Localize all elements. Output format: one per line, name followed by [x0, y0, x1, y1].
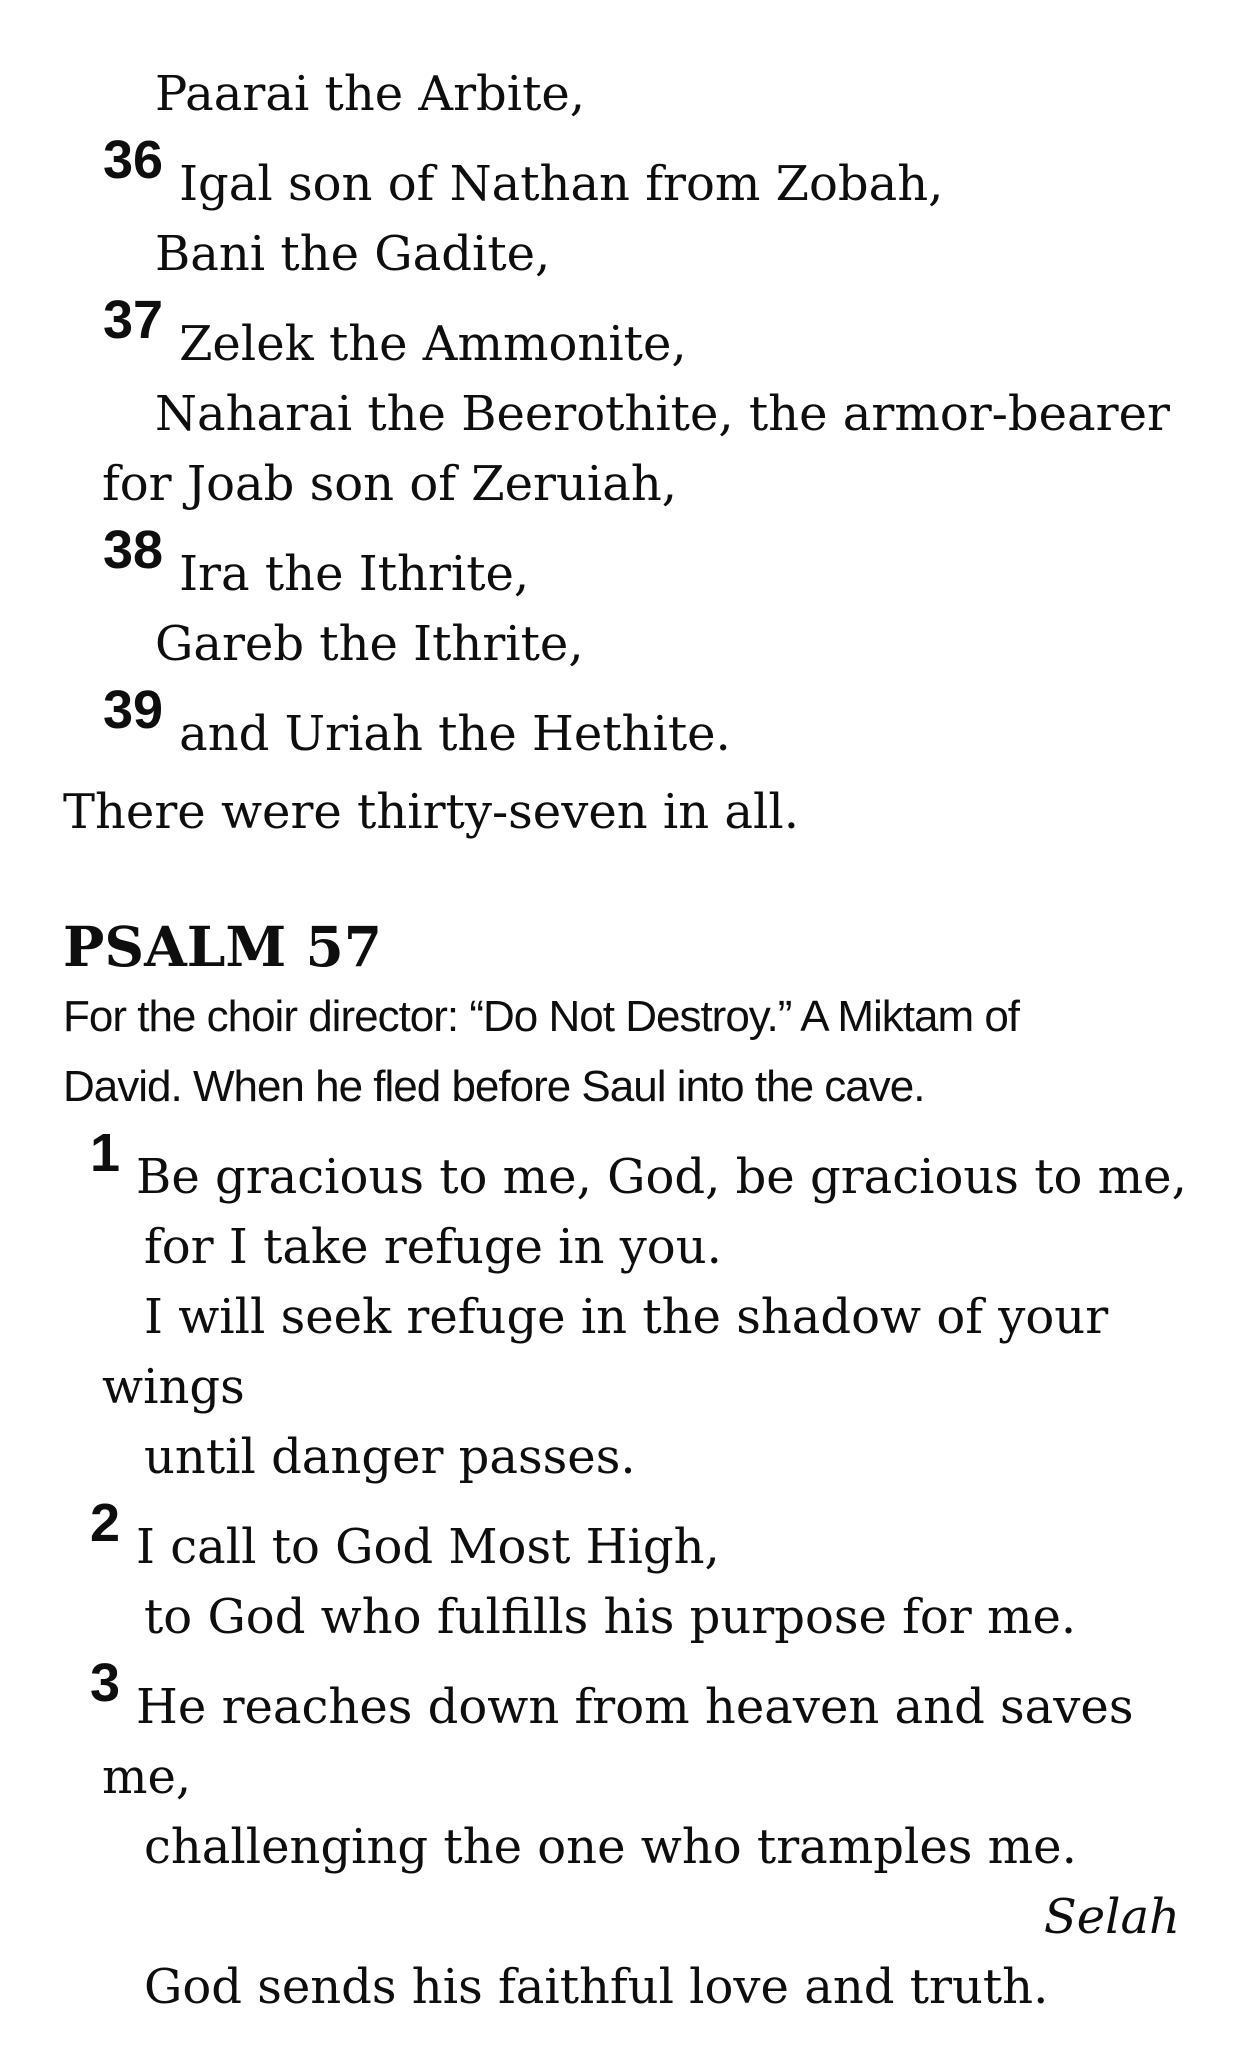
verse-number: 1 — [90, 1123, 121, 1183]
scripture-line — [0, 379, 1242, 449]
scripture-line-text: Naharai the Beerothite, the armor-bearer — [155, 386, 1170, 442]
scripture-line — [0, 219, 1242, 289]
selah-text: Selah — [1043, 1889, 1180, 1945]
scripture-line-text: Zelek the Ammonite, — [179, 316, 687, 372]
scripture-line-text: wings — [102, 1359, 245, 1415]
scripture-line-text: challenging the one who tramples me. — [144, 1819, 1077, 1875]
verse-number: 39 — [103, 680, 164, 740]
scripture-line — [0, 59, 1242, 129]
scripture-line — [0, 1652, 1242, 1742]
scripture-line-text: There were thirty-seven in all. — [63, 784, 800, 840]
verse-number: 36 — [103, 130, 164, 190]
scripture-reader-content — [0, 59, 1242, 2022]
scripture-line-text: Ira the Ithrite, — [179, 546, 530, 602]
scripture-line — [0, 519, 1242, 609]
scripture-line-text: Gareb the Ithrite, — [155, 616, 584, 672]
scripture-line-text: I will seek refuge in the shadow of your — [144, 1289, 1109, 1345]
verse-number: 37 — [103, 290, 164, 350]
scripture-line — [0, 1812, 1242, 1882]
scripture-line-text: for I take refuge in you. — [144, 1219, 722, 1275]
scripture-line-text: and Uriah the Hethite. — [179, 706, 731, 762]
scripture-line-text: He reaches down from heaven and saves — [136, 1679, 1134, 1735]
scripture-line-wrap — [0, 449, 1242, 519]
scripture-line-wrap — [0, 1352, 1242, 1422]
scripture-line-text: I call to God Most High, — [136, 1519, 720, 1575]
scripture-prose-line — [0, 769, 1242, 847]
scripture-line-wrap — [0, 1742, 1242, 1812]
scripture-line-text: Be gracious to me, God, be gracious to me, — [136, 1149, 1187, 1205]
scripture-line — [0, 289, 1242, 379]
verse-number: 2 — [90, 1493, 121, 1553]
scripture-line-text: until danger passes. — [144, 1429, 636, 1485]
selah-label — [0, 1882, 1242, 1952]
scripture-line — [0, 1492, 1242, 1582]
scripture-line-text: Igal son of Nathan from Zobah, — [179, 156, 944, 212]
psalm-heading: PSALM 57 — [63, 914, 382, 979]
scripture-line — [0, 1122, 1242, 1212]
verse-number: 3 — [90, 1653, 121, 1713]
scripture-line-text: to God who fulfills his purpose for me. — [144, 1589, 1077, 1645]
psalm-subtitle-line: David. When he fled before Saul into the cave. — [63, 1062, 925, 1111]
scripture-line — [0, 1282, 1242, 1352]
scripture-line-text: God sends his faithful love and truth. — [144, 1959, 1049, 2015]
scripture-line — [0, 609, 1242, 679]
verse-number: 38 — [103, 520, 164, 580]
scripture-line-text: Paarai the Arbite, — [155, 66, 586, 122]
scripture-line — [0, 679, 1242, 769]
scripture-line-text: Bani the Gadite, — [155, 226, 551, 282]
scripture-line — [0, 129, 1242, 219]
scripture-line — [0, 1422, 1242, 1492]
scripture-line-text: for Joab son of Zeruiah, — [102, 456, 677, 512]
scripture-line — [0, 1582, 1242, 1652]
scripture-line — [0, 1952, 1242, 2022]
psalm-subtitle-line: For the choir director: “Do Not Destroy.” A Miktam of — [63, 992, 1020, 1041]
scripture-line-text: me, — [102, 1749, 192, 1805]
scripture-line — [0, 1212, 1242, 1282]
